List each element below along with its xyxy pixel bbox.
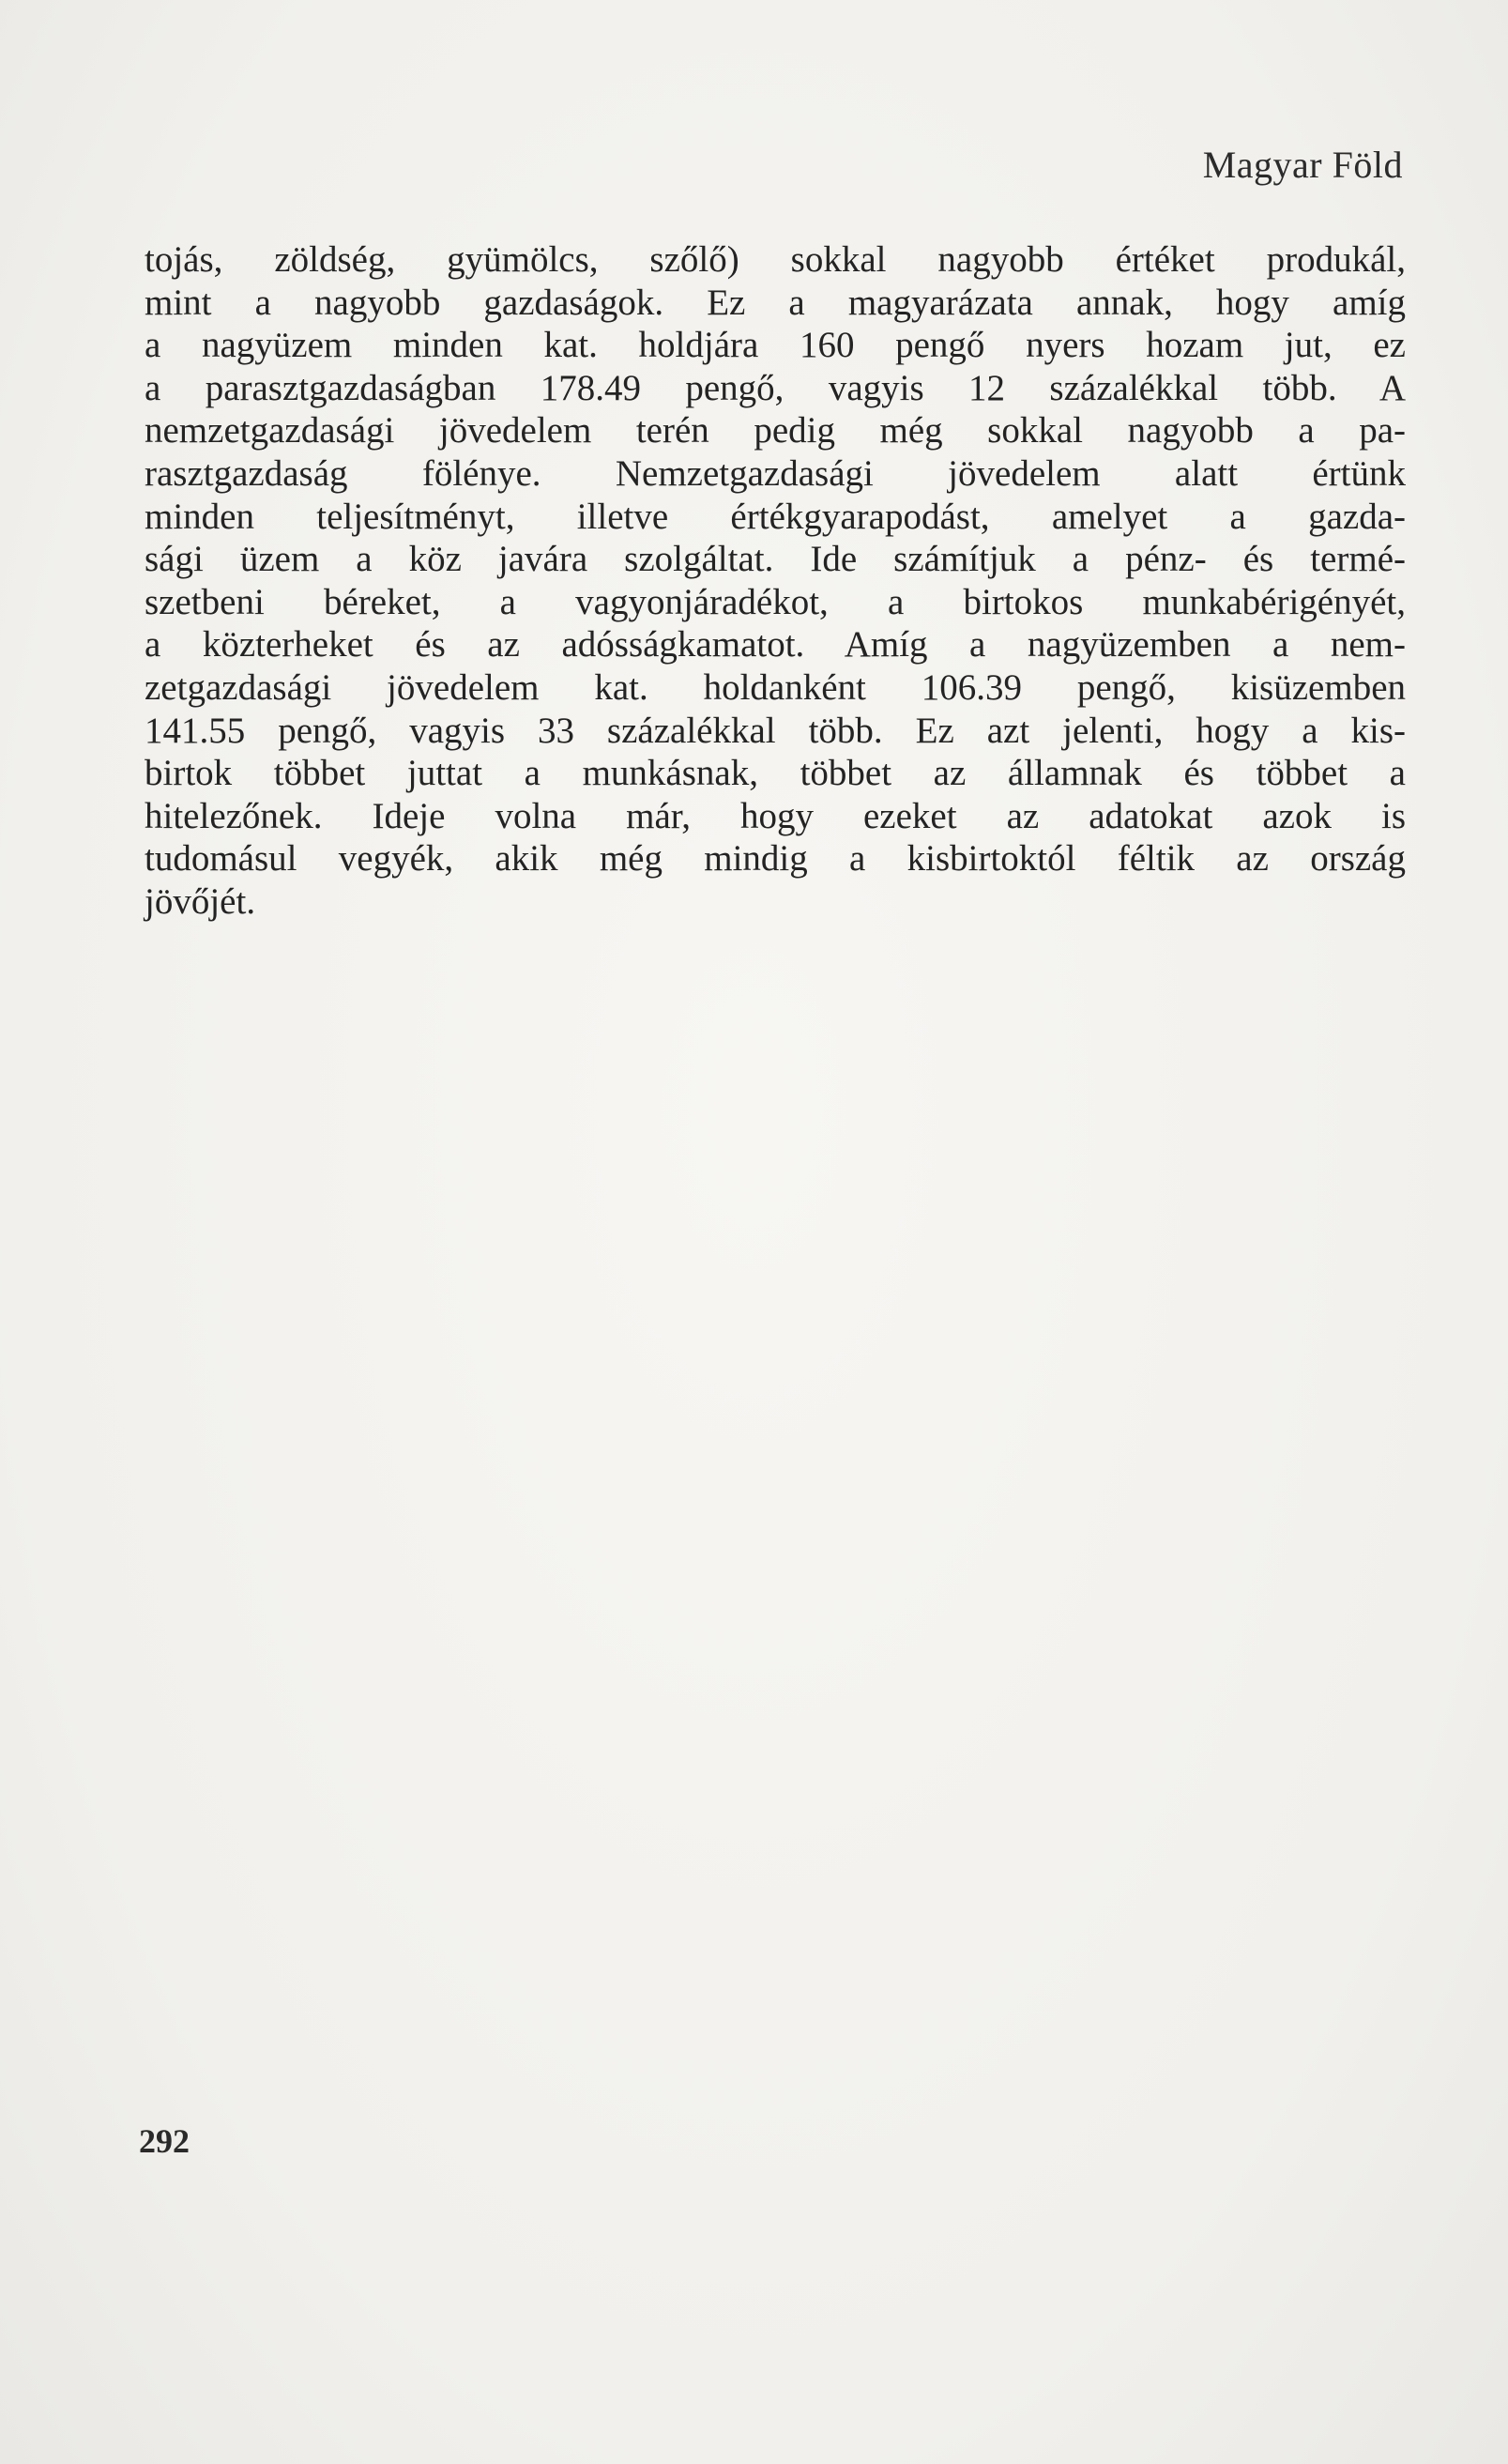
text-line: szetbeni béreket, a vagyonjáradékot, a birtokos munkabérigényét, [145,581,1406,622]
body-paragraph [145,238,1406,924]
text-line: a közterheket és az adósságkamatot. Amíg a nagyüzemben a nem- [145,624,1406,666]
text-line: 141.55 pengő, vagyis 33 százalékkal több. Ez azt jelenti, hogy a kis- [145,710,1406,751]
text-line: tudomásul vegyék, akik még mindig a kisbirtoktól féltik az ország [145,838,1406,880]
text-line: sági üzem a köz javára szolgáltat. Ide számítjuk a pénz- és termé- [145,539,1406,580]
text-line: a parasztgazdaságban 178.49 pengő, vagyis 12 százalékkal több. A [145,367,1406,408]
text-line: a nagyüzem minden kat. holdjára 160 pengő nyers hozam jut, ez [145,325,1406,366]
text-line: minden teljesítményt, illetve értékgyarapodást, amelyet a gazda- [145,496,1406,537]
text-line: birtok többet juttat a munkásnak, többet az államnak és többet a [145,753,1406,794]
text-line: mint a nagyobb gazdaságok. Ez a magyarázata annak, hogy amíg [145,282,1406,323]
text-line-last: jövőjét. [145,880,256,922]
text-line: zetgazdasági jövedelem kat. holdanként 106.39 pengő, kisüzemben [145,666,1406,708]
text-line: nemzetgazdasági jövedelem terén pedig még sokkal nagyobb a pa- [145,410,1406,451]
page-number: 292 [139,2122,190,2160]
text-line: hitelezőnek. Ideje volna már, hogy ezeket az adatokat azok is [145,795,1406,836]
text-line: rasztgazdaság fölénye. Nemzetgazdasági jövedelem alatt értünk [145,452,1406,494]
text-line: tojás, zöldség, gyümölcs, szőlő) sokkal nagyobb értéket produkál, [145,239,1406,280]
running-head-title: Magyar Föld [1202,144,1403,186]
